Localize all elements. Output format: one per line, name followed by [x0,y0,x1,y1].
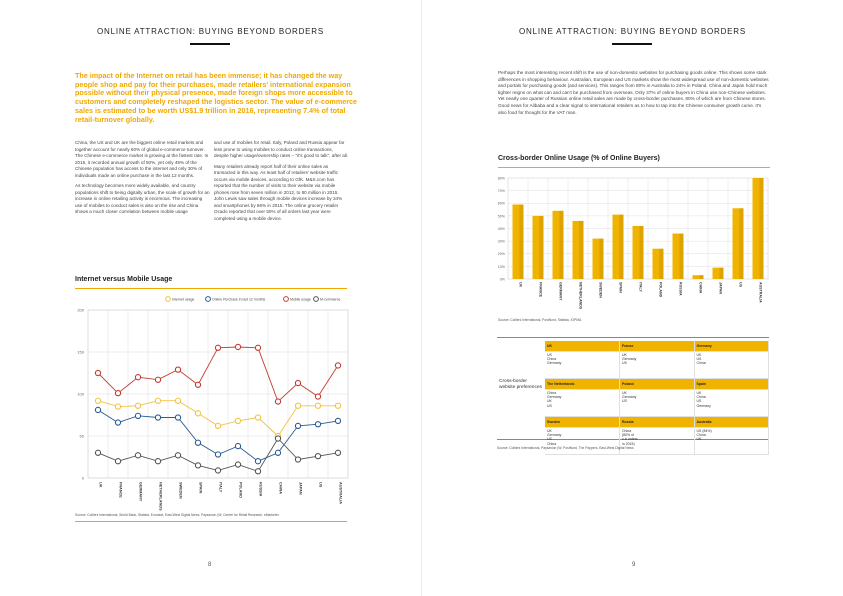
data-point [175,415,180,420]
preference-item: Germany [547,361,562,366]
preference-item: Germany [547,395,562,400]
table-country-cell: Australia [694,417,769,428]
table-label: Cross-border website preferences [499,379,542,390]
data-point [315,454,320,459]
legend-label: Online Purchase in last 12 months [212,297,266,302]
right-page-header: ONLINE ATTRACTION: BUYING BEYOND BORDERS [519,27,746,36]
x-tick-label: UK [98,482,103,488]
data-point [135,375,140,380]
data-point [275,399,280,404]
table-country-cell: UK [545,341,620,352]
table-preferences-cell [620,390,695,417]
preference-item: UK [622,391,627,395]
body-paragraph: and use of mobiles for retail. Italy, Poland and Russia appear far less prone to using mobiles to conduct online transactions, despite higher usage/ownership rates – "it's good to talk", after all. [214,140,349,158]
x-tick-label: CHINA [278,482,283,495]
data-point [95,370,100,375]
table-preferences-cell [694,428,769,455]
table-header-row [545,341,769,352]
bar-shade [639,226,643,279]
preference-item: US [696,399,702,404]
right-intro-paragraph: Perhaps the most interesting recent shift is the use of non-domestic websites for purchasing goods online. This shows some stark differences in shopping behaviour. Australian, European and US markets show the most widespread use of non-domestic websites and portals for purchasing goods (and services). This ranges from 80% in Australia to 24% in Poland. China and Japan hold much tighter reigns on what can and can't be purchased from overseas. Only 37% of online buyers in China use non-Chinese websites. Yet nearly one quarter of Russian online retail sales are made by cross-border purchases, 80% of which are from Chinese stores. Good news for Alibaba and a clear signal to international retailers as to how to tap into the Chinese consumer growth curve. It's also food for thought for the VAT man. [498,70,769,115]
cross-border-preferences-table [545,341,769,455]
data-point [115,404,120,409]
data-point [195,411,200,416]
data-point [175,367,180,372]
table-country-cell: Russia [620,417,695,428]
data-point [95,407,100,412]
legend-label: Internet usage [172,297,195,302]
header-underline [612,43,652,45]
chart1-bottom-rule [75,521,347,522]
data-point [195,463,200,468]
data-point [335,403,340,408]
preference-item: Germany [622,395,637,400]
data-point [255,345,260,350]
y-tick-label: 30% [497,239,505,244]
x-tick-label: SPAIN [198,482,203,494]
x-tick-label: JAPAN [298,482,303,495]
preference-item: US [547,403,552,408]
table-header-row [545,417,769,428]
data-point [115,391,120,396]
preference-item: US [547,353,552,357]
data-point [235,418,240,423]
data-point [95,398,100,403]
chart1-source: Source: Colliers International, World Bank, Statista, Eurostat, East-West Digital News, Paysavion (W, Centre for Retail Research, eMarketer [75,513,279,517]
table-country-cell: France [620,341,695,352]
preference-item: China [622,429,632,433]
table-preferences-cell [694,390,769,417]
legend-label: M-commerce [320,297,341,302]
data-point [155,459,160,464]
body-paragraph: China, the US and UK are the biggest online retail markets and together account for nearly 60% of global e-commerce turnover. The Chinese e-commerce market is growing at the fastest rate. In 2015, it recorded annual growth of 50%, yet only 49% of the Chinese population has access to the internet and only 30% of individuals made an online purchase in the last 12 months. [75,140,209,178]
preference-item: Germany [547,433,562,438]
preference-item: UK [696,391,702,395]
data-point [195,382,200,387]
preference-item: US [622,399,627,404]
x-tick-label: SWEDEN [178,482,183,499]
left-page-header: ONLINE ATTRACTION: BUYING BEYOND BORDERS [97,27,324,36]
data-point [235,462,240,467]
data-point [335,363,340,368]
bar-shade [719,268,723,279]
data-point [315,403,320,408]
data-point [335,450,340,455]
data-point [275,436,280,441]
preference-item: x-b orders [622,437,638,442]
data-point [215,345,220,350]
data-point [315,422,320,427]
preference-item: Germany [696,403,711,408]
data-point [155,415,160,420]
bar-shade [659,249,663,279]
data-point [175,453,180,458]
header-underline [190,43,230,45]
x-tick-label: NETHERLANDS [158,482,163,511]
table-preferences-cell [620,352,695,379]
body-paragraph: Many retailers already report half of their online sales as transacted in this way. As least half of retailers' website traffic occurs via mobile devices, according to GfK. M&S.com has reported that the number of visits to their website via mobile phones rose from seven million in 2012, to 80 million in 2015. John Lewis saw sales through mobile devices increase by 34% and smartphones by 86% in 2015. The online grocery retailer Ocado reported that over 50% of all orders last year were completed using a mobile device. [214,163,343,221]
preference-item: in 2015) [622,441,635,446]
x-tick-label: CHINA [698,282,703,294]
table-preferences-cell [694,352,769,379]
data-point [135,403,140,408]
x-tick-label: US [318,482,323,488]
body-paragraph: As technology becomes more widely available, and country populations shift to being digitally urban, the scale of growth for an increase in online retailing activity is enormous. The increasing use of mobiles to conduct sales is also on the rise and China shows a much closer correlation between mobile usage [75,183,210,214]
x-tick-label: SPAIN [618,282,623,293]
data-point [155,398,160,403]
x-tick-label: US [738,282,743,287]
x-tick-label: ITALY [638,282,643,292]
preference-item: UK [696,437,702,442]
preference-item: UK [547,399,552,404]
bar-shade [599,239,603,279]
preference-item: UK [547,429,552,433]
preference-item: China [696,395,706,400]
table-value-row [545,428,769,455]
preference-item: China [696,361,706,366]
bar-shade [739,208,743,279]
y-tick-label: 20% [497,252,505,257]
table-source: Source: Colliers International, Paysavion (W, PostNord, The Paypers, East-West Digital News [497,446,634,450]
data-point [195,440,200,445]
data-point [155,377,160,382]
x-tick-label: FRANCE [118,482,123,498]
preference-item: China [696,433,706,438]
data-point [215,423,220,428]
table-preferences-cell [545,390,620,417]
x-tick-label: UK [518,282,523,288]
y-tick-label: 80% [497,176,505,181]
legend-label: Mobile usage [290,297,311,302]
data-point [175,398,180,403]
x-tick-label: GERMANY [558,282,563,301]
preference-item: (80% of [622,433,635,438]
cross-border-bar-chart [0,168,843,328]
table-country-cell: Spain [694,379,769,390]
data-point [215,452,220,457]
page-number-right: 9 [632,562,636,568]
x-tick-label: FRANCE [538,282,543,297]
chart2-title: Cross-border Online Usage (% of Online Buyers) [498,155,660,162]
data-point [295,403,300,408]
x-tick-label: JAPAN [718,282,723,294]
preference-item: US [547,437,552,442]
data-point [115,459,120,464]
table-value-row [545,352,769,379]
data-point [235,443,240,448]
bar-shade [579,221,583,279]
table-preferences-cell [545,352,620,379]
data-point [95,450,100,455]
x-tick-label: POLAND [658,282,663,298]
data-point [275,450,280,455]
preference-item: China [547,391,557,395]
y-tick-label: 60% [497,201,505,206]
x-tick-label: RUSSIA [678,282,683,296]
x-tick-label: AUSTRALIA [758,282,763,303]
y-tick-label: 50% [497,214,505,219]
data-point [295,457,300,462]
x-tick-label: AUSTRALIA [338,482,343,504]
table-country-cell: The Netherlands [545,379,620,390]
x-tick-label: GERMANY [138,482,143,502]
data-point [215,468,220,473]
bar-shade [559,211,563,279]
table-preferences-cell [545,428,620,455]
y-tick-label: 0% [499,277,505,282]
y-tick-label: 150 [77,349,84,355]
preference-item: US [622,361,627,366]
preference-item: UK [622,353,627,357]
y-tick-label: 10% [497,264,505,269]
y-tick-label: 70% [497,189,505,194]
preference-item: US [696,357,702,362]
bar-shade [759,178,763,279]
data-point [295,423,300,428]
table-value-row [545,390,769,417]
y-tick-label: 200 [77,307,84,313]
table-country-cell: Sweden [545,417,620,428]
bar-shade [699,275,703,279]
preference-item: China [547,441,557,446]
data-point [335,418,340,423]
bar-shade [619,215,623,279]
data-point [255,459,260,464]
x-tick-label: SWEDEN [598,282,603,298]
bar-shade [539,216,543,279]
data-point [115,420,120,425]
data-point [315,394,320,399]
lead-paragraph: The impact of the Internet on retail has been immense; it has changed the way people shop and pay for their purchases, made retailers' international expansion possible without their physical presence, made foreign shops more accessible to customers and completely reshaped the logistics sector. The value of e-commerce sales is estimated to be worth US$1.9 trillion in 2016, representing 7.4% of total retail-turnover globally. [75,71,358,124]
x-tick-label: POLAND [238,482,243,499]
data-point [255,469,260,474]
chart2-source: Source: Colliers International, PostNord, Statista, IOPMA [498,318,582,322]
preference-item: China [547,357,557,362]
y-tick-label: 100 [77,391,84,397]
x-tick-label: ITALY [218,482,223,493]
x-tick-label: RUSSIA [258,482,263,497]
y-tick-label: 40% [497,226,505,231]
table-country-cell: Germany [694,341,769,352]
page-number-left: 8 [208,562,212,568]
table-header-row [545,379,769,390]
data-point [135,453,140,458]
y-tick-label: 50 [79,433,84,439]
data-point [295,380,300,385]
data-point [255,415,260,420]
y-tick-label: 0 [81,475,84,481]
table-country-cell: Poland [620,379,695,390]
preference-item: Germany [622,357,637,362]
preference-item: UK [696,353,702,357]
x-tick-label: NETHERLANDS [578,282,583,310]
bar-shade [679,234,683,279]
preference-item: US (84%) [696,429,712,433]
chart1-title: Internet versus Mobile Usage [75,276,173,283]
data-point [135,413,140,418]
bar-shade [519,205,523,279]
table-preferences-cell [620,428,695,455]
data-point [235,344,240,349]
